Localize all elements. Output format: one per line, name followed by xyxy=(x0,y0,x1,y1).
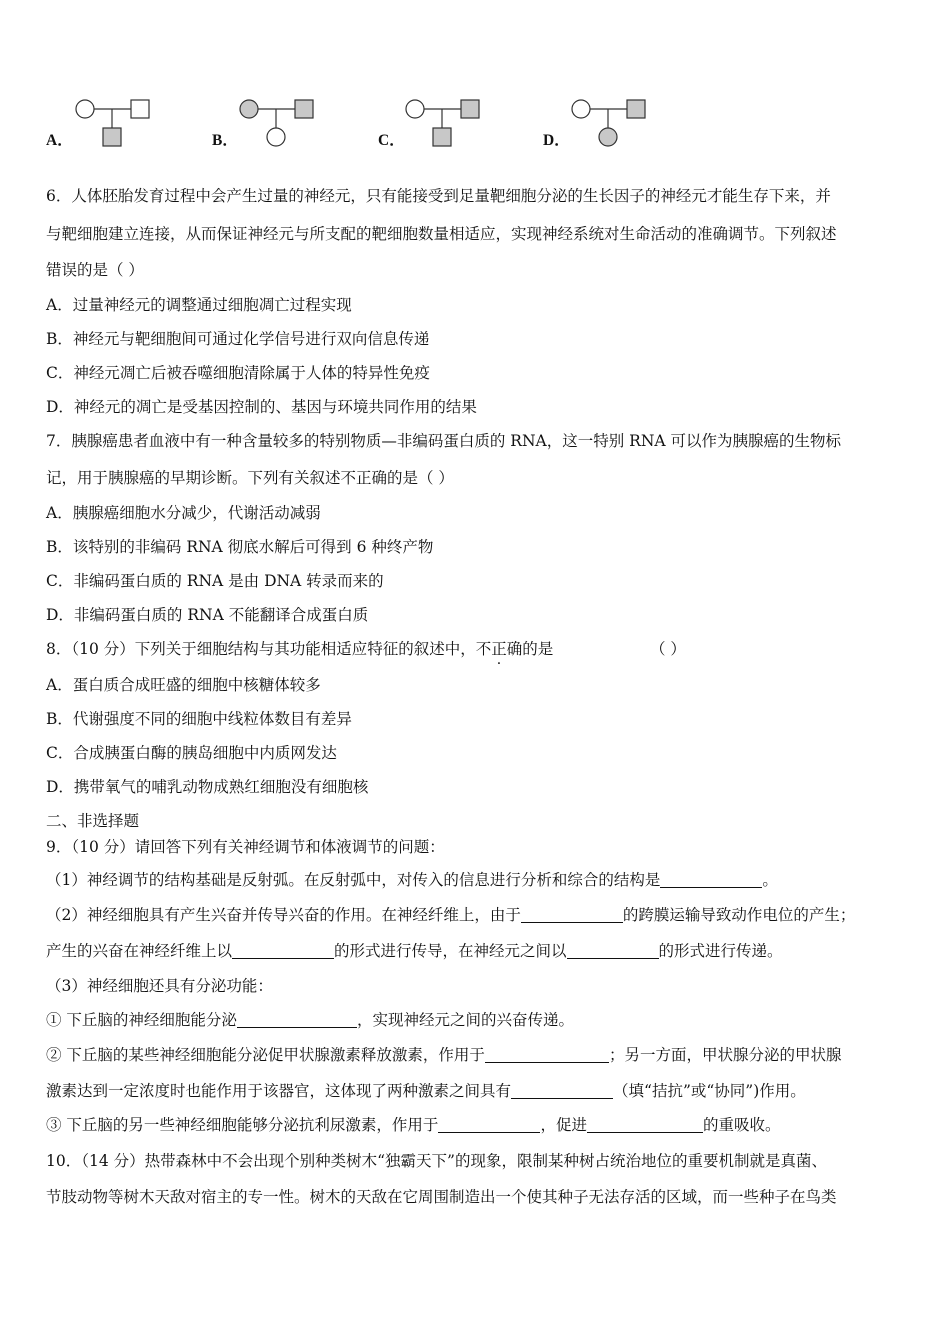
q9-part3-item2-line2 xyxy=(46,1081,806,1101)
option-d-label: D． xyxy=(543,132,570,149)
q8-option-b: B．代谢强度不同的细胞中线粒体数目有差异 xyxy=(46,710,352,728)
q8-stem-pre: 8．（10 分）下列关于细胞结构与其功能相适应特征的叙述中， xyxy=(46,640,476,658)
q9-blank-8[interactable] xyxy=(438,1116,540,1133)
option-a-label: A． xyxy=(46,132,73,149)
q6-option-d: D．神经元的凋亡是受基因控制的、基因与环境共同作用的结果 xyxy=(46,398,477,416)
q9-part3-item2-text-d: （填“拮抗”或“协同”)作用。 xyxy=(613,1082,806,1100)
pedigree-c-father xyxy=(461,100,479,118)
q7-option-b: B．该特别的非编码 RNA 彻底水解后可得到 6 种终产物 xyxy=(46,538,434,556)
q10-line2: 节肢动物等树木天敌对宿主的专一性。树木的天敌在它周围制造出一个使其种子无法存活的区域，而一些种子在鸟类 xyxy=(46,1188,837,1206)
q9-part3-item1 xyxy=(46,1010,574,1030)
q9-blank-4[interactable] xyxy=(567,942,659,959)
q9-part1-end: 。 xyxy=(762,871,778,889)
pedigree-c-diagram xyxy=(402,92,482,150)
q9-part3-item3-text-c: 的重吸收。 xyxy=(702,1116,781,1134)
pedigree-c-child xyxy=(433,128,451,146)
pedigree-d-child xyxy=(599,128,617,146)
q9-part3-item2-text-c: 激素达到一定浓度时也能作用于该器官，这体现了两种激素之间具有 xyxy=(46,1082,512,1100)
q7-stem-line1: 7．胰腺癌患者血液中有一种含量较多的特别物质—非编码蛋白质的 RNA，这一特别 RNA 可以作为胰腺癌的生物标 xyxy=(46,432,841,450)
q7-option-d: D．非编码蛋白质的 RNA 不能翻译合成蛋白质 xyxy=(46,606,369,624)
q9-part3-item3 xyxy=(46,1115,780,1135)
q8-answer-paren: （ ） xyxy=(650,640,686,658)
q9-blank-5[interactable] xyxy=(237,1011,357,1028)
q9-blank-7[interactable] xyxy=(511,1082,613,1099)
q9-part2-text-e: 的形式进行传递。 xyxy=(658,942,783,960)
pedigree-a-child xyxy=(103,128,121,146)
q6-option-b: B．神经元与靶细胞间可通过化学信号进行双向信息传递 xyxy=(46,330,430,348)
pedigree-b-father xyxy=(295,100,313,118)
q6-stem-line3: 错误的是（ ） xyxy=(46,261,144,279)
option-c-label: C． xyxy=(378,132,405,149)
option-b-label: B． xyxy=(212,132,238,149)
q9-part2-text-a: （2）神经细胞具有产生兴奋并传导兴奋的作用。在神经纤维上，由于 xyxy=(46,906,521,924)
q7-option-a: A．胰腺癌细胞水分减少，代谢活动减弱 xyxy=(46,504,321,522)
q9-blank-6[interactable] xyxy=(485,1046,609,1063)
pedigree-a-diagram xyxy=(72,92,152,150)
q9-part3: （3）神经细胞还具有分泌功能： xyxy=(46,977,273,995)
q9-part3-item2-line1 xyxy=(46,1045,841,1065)
q9-part3-item3-text-a: ③ 下丘脑的另一些神经细胞能够分泌抗利尿激素，作用于 xyxy=(46,1116,439,1134)
q9-part2-text-d: 的形式进行传导，在神经元之间以 xyxy=(334,942,567,960)
pedigree-b-diagram xyxy=(236,92,316,150)
q6-stem-line2: 与靶细胞建立连接，从而保证神经元与所支配的靶细胞数量相适应，实现神经系统对生命活动的准确调节。下列叙述 xyxy=(46,225,837,243)
q9-part2-text-b: 的跨膜运输导致动作电位的产生； xyxy=(622,906,856,924)
q9-part2-line2 xyxy=(46,941,783,961)
q9-part2-text-c: 产生的兴奋在神经纤维上以 xyxy=(46,942,233,960)
pedigree-b-child xyxy=(267,128,285,146)
pedigree-a-mother xyxy=(76,100,94,118)
q9-part2-line1 xyxy=(46,905,855,925)
q9-stem: 9．（10 分）请回答下列有关神经调节和体液调节的问题： xyxy=(46,838,445,856)
q9-blank-2[interactable] xyxy=(521,906,623,923)
section-heading: 二、非选择题 xyxy=(46,812,140,830)
q8-stem xyxy=(46,639,553,659)
q8-stem-post: 的是 xyxy=(522,640,554,658)
q9-part3-item2-text-b: ；另一方面，甲状腺分泌的甲状腺 xyxy=(608,1046,842,1064)
pedigree-a-father xyxy=(131,100,149,118)
q7-option-c: C．非编码蛋白质的 RNA 是由 DNA 转录而来的 xyxy=(46,572,384,590)
q10-line1: 10．（14 分）热带森林中不会出现个别种类树木“独霸天下”的现象，限制某种树占统治地位的重要机制就是真菌、 xyxy=(46,1152,827,1170)
q9-blank-9[interactable] xyxy=(587,1116,703,1133)
q9-blank-3[interactable] xyxy=(232,942,334,959)
q9-part3-item1-text: ① 下丘脑的神经细胞能分泌 xyxy=(46,1011,237,1029)
q9-part3-item3-text-b: ，促进 xyxy=(540,1116,587,1134)
pedigree-b-mother xyxy=(240,100,258,118)
pedigree-d-father xyxy=(627,100,645,118)
pedigree-d-mother xyxy=(572,100,590,118)
pedigree-c-mother xyxy=(406,100,424,118)
q9-part1-text: （1）神经调节的结构基础是反射弧。在反射弧中，对传入的信息进行分析和综合的结构是 xyxy=(46,871,661,889)
q9-part3-item1-end: ，实现神经元之间的兴奋传递。 xyxy=(356,1011,574,1029)
q9-part1 xyxy=(46,870,778,890)
q8-option-d: D．携带氧气的哺乳动物成熟红细胞没有细胞核 xyxy=(46,778,369,796)
q6-option-a: A．过量神经元的调整通过细胞凋亡过程实现 xyxy=(46,296,352,314)
pedigree-d-diagram xyxy=(568,92,648,150)
q8-option-c: C．合成胰蛋白酶的胰岛细胞中内质网发达 xyxy=(46,744,337,762)
q8-emphasis: 不正确 xyxy=(475,640,523,658)
q9-blank-1[interactable] xyxy=(660,871,762,888)
q6-stem-line1: 6．人体胚胎发育过程中会产生过量的神经元，只有能接受到足量靶细胞分泌的生长因子的神经元才能生存下来，并 xyxy=(46,187,831,205)
q6-option-c: C．神经元凋亡后被吞噬细胞清除属于人体的特异性免疫 xyxy=(46,364,430,382)
q7-stem-line2: 记，用于胰腺癌的早期诊断。下列有关叙述不正确的是（ ） xyxy=(46,469,454,487)
q8-option-a: A．蛋白质合成旺盛的细胞中核糖体较多 xyxy=(46,676,321,694)
q9-part3-item2-text-a: ② 下丘脑的某些神经细胞能分泌促甲状腺激素释放激素，作用于 xyxy=(46,1046,485,1064)
